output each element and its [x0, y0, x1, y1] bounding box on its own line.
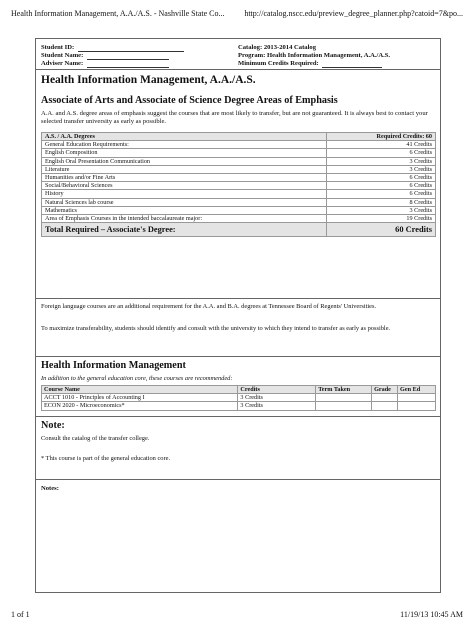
- course-header-grade: Grade: [372, 386, 398, 394]
- print-footer: [11, 610, 463, 622]
- adviser-name-field[interactable]: [87, 61, 169, 68]
- requirement-credits: 3 Credits: [327, 157, 436, 165]
- course-name[interactable]: ACCT 1010 - Principles of Accounting I: [42, 394, 238, 402]
- student-info-block: [36, 39, 440, 70]
- course-gened-cell[interactable]: [398, 402, 436, 410]
- requirement-name: History: [42, 190, 327, 198]
- print-header-url[interactable]: http://catalog.nscc.edu/preview_degree_planner.php?catoid=7&po...: [244, 9, 463, 18]
- requirement-name: Humanities and/or Fine Arts: [42, 174, 327, 182]
- table-row: [42, 141, 436, 149]
- total-credits: 60 Credits: [327, 223, 436, 237]
- course-table: [41, 385, 436, 411]
- table-row: [42, 394, 436, 402]
- requirement-credits: 41 Credits: [327, 141, 436, 149]
- him-courses-section: [36, 357, 440, 417]
- print-header: [11, 9, 463, 21]
- adviser-name-row: [41, 60, 169, 68]
- requirement-credits: 3 Credits: [327, 165, 436, 173]
- min-credits-field[interactable]: [322, 61, 382, 68]
- course-gened-cell[interactable]: [398, 394, 436, 402]
- table-row: [42, 182, 436, 190]
- degree-section: [36, 70, 440, 299]
- requirement-name: Mathematics: [42, 206, 327, 214]
- course-grade-cell[interactable]: [372, 394, 398, 402]
- course-header-credits: Credits: [238, 386, 316, 394]
- table-row: [42, 149, 436, 157]
- requirement-name: English Composition: [42, 149, 327, 157]
- notes-box[interactable]: [36, 480, 440, 592]
- requirement-name: English Oral Presentation Communication: [42, 157, 327, 165]
- total-row: [42, 223, 436, 237]
- table-row: [42, 157, 436, 165]
- table-row: [42, 402, 436, 410]
- student-name-label: Student Name:: [41, 52, 84, 59]
- requirement-credits: 6 Credits: [327, 182, 436, 190]
- him-title: Health Information Management: [41, 360, 186, 371]
- degree-subtitle: Associate of Arts and Associate of Science Degree Areas of Emphasis: [41, 95, 338, 106]
- requirement-name: Area of Emphasis Courses in the intended baccalaureate major:: [42, 215, 327, 223]
- print-datetime: 11/19/13 10:45 AM: [400, 610, 463, 619]
- table-row: [42, 215, 436, 223]
- degree-planner-page: [35, 38, 441, 593]
- transferability-note: To maximize transferability, students should identify and consult with the university to which they intend to transfer as early as possible.: [41, 325, 391, 332]
- table-row: [42, 206, 436, 214]
- requirement-name: Social/Behavioral Sciences: [42, 182, 327, 190]
- course-header-row: [42, 386, 436, 394]
- table-row: [42, 190, 436, 198]
- student-name-field[interactable]: [87, 53, 169, 60]
- degree-description: A.A. and A.S. degree areas of emphasis suggest the courses that are most likely to transfer, but are not guaranteed. It is always best to contact your selected transfer university as early as possible.: [41, 110, 428, 126]
- requirement-credits: 6 Credits: [327, 190, 436, 198]
- course-credits: 3 Credits: [238, 402, 316, 410]
- course-grade-cell[interactable]: [372, 402, 398, 410]
- requirement-credits: 8 Credits: [327, 198, 436, 206]
- requirement-name: General Education Requirements:: [42, 141, 327, 149]
- min-credits-label: Minimum Credits Required:: [238, 60, 319, 67]
- student-id-label: Student ID:: [41, 44, 75, 51]
- course-header-gened: Gen Ed: [398, 386, 436, 394]
- total-label: Total Required – Associate's Degree:: [42, 223, 327, 237]
- student-id-row: [41, 44, 184, 52]
- table-row: [42, 174, 436, 182]
- program-row: [238, 52, 390, 60]
- course-header-name: Course Name: [42, 386, 238, 394]
- adviser-name-label: Adviser Name:: [41, 60, 84, 67]
- note-text-transfer: Consult the catalog of the transfer college.: [41, 435, 150, 442]
- requirement-name: Natural Sciences lab course: [42, 198, 327, 206]
- table-row: [42, 198, 436, 206]
- requirements-table: [41, 132, 436, 237]
- degree-notes-section: [36, 299, 440, 357]
- program-label: Program: Health Information Management, A.A./A.S.: [238, 52, 391, 59]
- requirements-header-credits: Required Credits: 60: [327, 133, 436, 141]
- student-id-field[interactable]: [78, 45, 184, 52]
- course-term-cell[interactable]: [316, 394, 372, 402]
- requirement-credits: 6 Credits: [327, 174, 436, 182]
- min-credits-row: [238, 60, 382, 68]
- course-header-term: Term Taken: [316, 386, 372, 394]
- requirements-header-row: [42, 133, 436, 141]
- catalog-row: [238, 44, 316, 52]
- requirement-credits: 19 Credits: [327, 215, 436, 223]
- requirement-credits: 3 Credits: [327, 206, 436, 214]
- note-text-gened: * This course is part of the general education core.: [41, 455, 171, 462]
- page-number: 1 of 1: [11, 610, 30, 619]
- student-name-row: [41, 52, 169, 60]
- him-intro: In addition to the general education core, these courses are recommended:: [41, 375, 233, 382]
- catalog-label: Catalog: 2013-2014 Catalog: [238, 44, 317, 51]
- table-row: [42, 165, 436, 173]
- requirements-header-name: A.S. / A.A. Degrees: [42, 133, 327, 141]
- requirement-credits: 6 Credits: [327, 149, 436, 157]
- foreign-language-note: Foreign language courses are an additional requirement for the A.A. and B.A. degrees at Tennessee Board of Regents' Universities.: [41, 303, 377, 310]
- course-term-cell[interactable]: [316, 402, 372, 410]
- print-header-title: Health Information Management, A.A./A.S. - Nashville State Co...: [11, 9, 225, 18]
- course-credits: 3 Credits: [238, 394, 316, 402]
- note-section: [36, 417, 440, 480]
- notes-label: Notes:: [41, 485, 59, 492]
- degree-title: Health Information Management, A.A./A.S.: [41, 74, 256, 86]
- requirement-name: Literature: [42, 165, 327, 173]
- note-title: Note:: [41, 420, 65, 431]
- course-name[interactable]: ECON 2020 - Microeconomics*: [42, 402, 238, 410]
